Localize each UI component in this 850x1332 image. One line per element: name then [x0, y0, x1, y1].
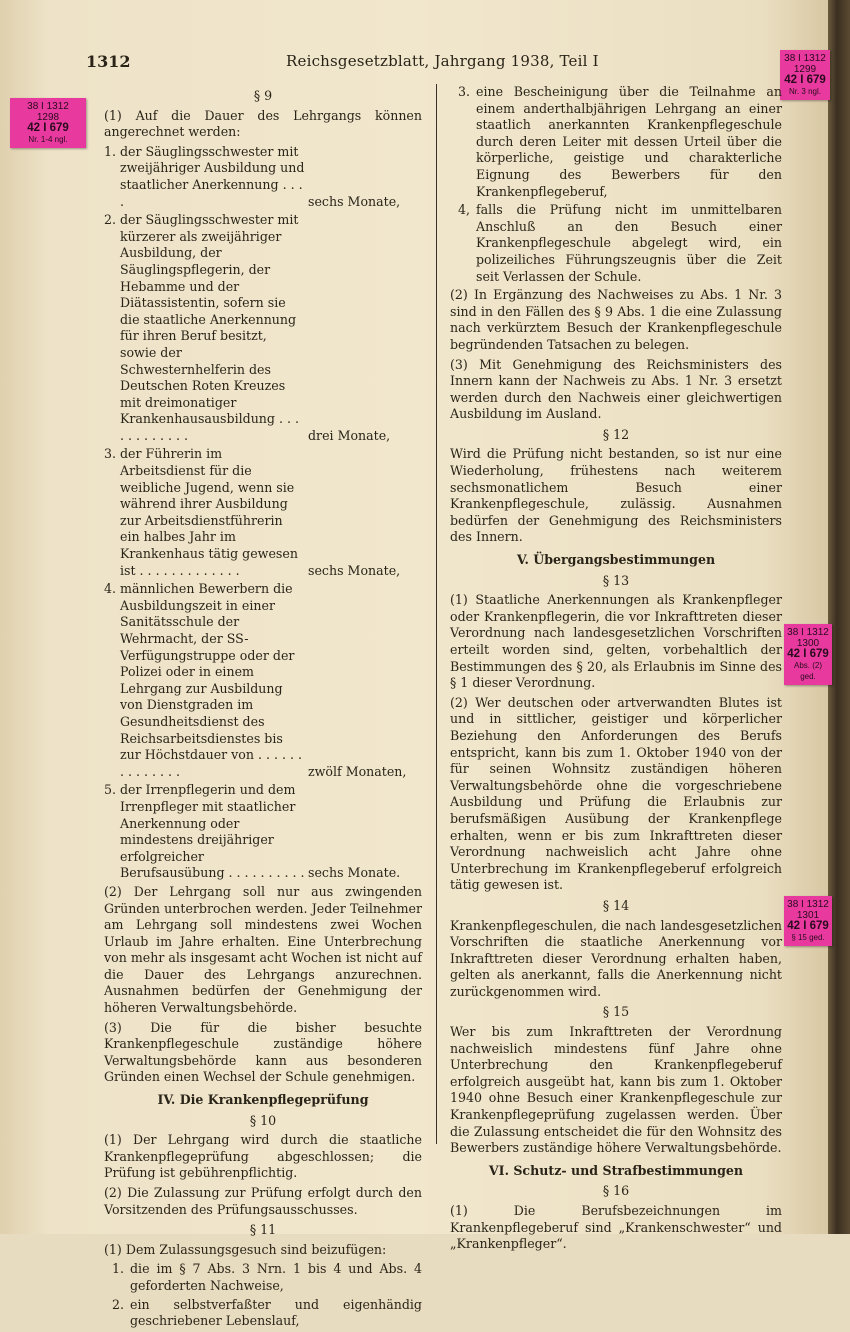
list-item: 2. ein selbstverfaßter und eigenhändig geschriebener Lebenslauf, — [112, 1296, 422, 1329]
section-heading: § 9 — [253, 88, 273, 103]
annotation-sticker: 38 I 1312 1299 42 I 679 Nr. 3 ngl. — [780, 50, 830, 100]
paragraph: Krankenpflegeschulen, die nach landesgesetzlichen Vorschriften die staatliche Anerkennung vor Inkrafttreten dieser Verordnung erhalten haben, gelten als anerkannt, falls die Anerkennung nicht zurückgenommen wird. — [450, 917, 782, 999]
left-column — [104, 84, 422, 1332]
paragraph: (3) Die für die bisher besuchte Krankenpflegeschule zuständige höhere Verwaltungsbehörde kann aus besonderen Gründen einen Wechsel der Schule genehmigen. — [104, 1019, 422, 1085]
column-divider — [436, 84, 437, 1144]
list-item: 1. der Säuglingsschwester mit zweijähriger Ausbildung und staatlicher Anerkennung . . . . sechs Monate, — [104, 143, 401, 209]
paragraph: Wird die Prüfung nicht bestanden, so ist nur eine Wiederholung, frühestens nach weiterem sechsmonatlichem Besuch einer Krankenpflegeschule, zulässig. Ausnahmen bedürfen der Genehmigung des Reichsministers des Innern. — [450, 446, 782, 545]
section-heading: § 15 — [602, 1004, 630, 1020]
part-heading: V. Übergangsbestimmungen — [516, 552, 716, 568]
paragraph: Wer bis zum Inkrafttreten der Verordnung nachweislich mindestens fünf Jahre ohne Unterbrechung den Krankenpflegeberuf erfolgreich ausgeübt hat, kann bis zum 1. Oktober 1940 ohne Besuch einer Krankenpflegeschule zur Krankenpflegeprüfung zugelassen werden. Über die Zulassung entscheidet die für den Wohnsitz des Bewerbers zuständige höhere Verwaltungsbehörde. — [450, 1024, 782, 1156]
section-heading: § 13 — [602, 572, 630, 588]
paragraph: (1) Die Berufsbezeichnungen im Krankenpflegeberuf sind „Krankenschwester“ und „Krankenpfleger“. — [450, 1203, 782, 1252]
paragraph: (2) Die Zulassung zur Prüfung erfolgt durch den Vorsitzenden des Prüfungsausschusses. — [104, 1185, 422, 1217]
page-header — [86, 52, 786, 76]
list-item: 4. männlichen Bewerbern die Ausbildungszeit in einer Sanitätsschule der Wehrmacht, der SS-Verfügungstruppe oder der Polizei oder in einem Lehrgang zur Ausbildung von Dienstgraden im Gesundheitsdienst des Reichsarbeitsdienstes bis zur Höchstdauer von . . . . . . . . . . . . . . zwölf Monaten, — [104, 581, 407, 779]
paragraph: (2) Wer deutschen oder artverwandten Blutes ist und in sittlicher, geistiger und körperlicher Beziehung den Anforderungen des Berufs entspricht, kann bis zum 1. Oktober 1940 von der für seinen Wohnsitz zuständigen höheren Verwaltungsbehörde ohne die vorgeschriebene Ausbildung und Prüfung die Erlaubnis zur berufsmäßigen Ausübung der Krankenpflege erhalten, wenn er bis zum Inkrafttreten dieser Verordnung nachweislich acht Jahre ohne Unterbrechung im Krankenpflegeberuf erfolgreich tätig gewesen ist. — [450, 694, 782, 893]
paragraph: (1) Dem Zulassungsgesuch sind beizufügen: — [104, 1241, 387, 1257]
list-item: 2. der Säuglingsschwester mit kürzerer als zweijähriger Ausbildung, der Säuglingspflegerin, der Hebamme und der Diätassistentin, sofern sie die staatliche Anerkennung für ihren Beruf besitzt, sowie der Schwesternhelferin des Deutschen Roten Kreuzes mit dreimonatiger Krankenhausausbildung . . . . . . . . . . . . drei Monate, — [104, 212, 391, 443]
annotation-sticker: 38 I 1312 1301 42 I 679 § 15 ged. — [784, 896, 832, 946]
list-item: 1. die im § 7 Abs. 3 Nrn. 1 bis 4 und Abs. 4 geforderten Nachweise, — [112, 1261, 422, 1293]
list-item: 5. der Irrenpflegerin und dem Irrenpfleger mit staatlicher Anerkennung oder mindestens dreijähriger erfolgreicher Berufsausübung . . . . . . . . . . sechs Monate. — [104, 782, 401, 881]
paragraph: (1) Auf die Dauer des Lehrgangs können angerechnet werden: — [104, 107, 422, 140]
part-heading: VI. Schutz- und Strafbestimmungen — [488, 1162, 744, 1178]
section-heading: § 14 — [602, 897, 630, 913]
section-heading: § 10 — [249, 1112, 277, 1128]
list-item: 3. der Führerin im Arbeitsdienst für die weibliche Jugend, wenn sie während ihrer Ausbildung zur Arbeitsdienstführerin ein halbes Jahr im Krankenhaus tätig gewesen ist . . . . . . . . . . . . . sechs Monate, — [104, 446, 401, 578]
page-number: 1312 — [86, 52, 131, 71]
section-heading: § 12 — [602, 426, 630, 442]
paragraph: (3) Mit Genehmigung des Reichsministers des Innern kann der Nachweis zu Abs. 1 Nr. 3 ersetzt werden durch den Nachweis einer gleichwertigen Ausbildung im Ausland. — [450, 356, 782, 422]
paragraph: (2) In Ergänzung des Nachweises zu Abs. 1 Nr. 3 sind in den Fällen des § 9 Abs. 1 die eine Zulassung nach verkürztem Besuch der Krankenpflegeschule begründenden Tatsachen zu belegen. — [450, 287, 782, 352]
right-column — [450, 84, 782, 1256]
list-item: 3. eine Bescheinigung über die Teilnahme an einem anderthalbjährigen Lehrgang an einer staatlich anerkannten Krankenpflegeschule durch deren Leiter mit dessen Urteil über die körperliche, geistige und charakterliche Eignung des Bewerbers für den Krankenpflegeberuf, — [458, 84, 782, 199]
book-spine — [828, 0, 850, 1234]
annotation-sticker: 38 I 1312 1298 42 I 679 Nr. 1-4 ngl. — [10, 98, 86, 148]
section-heading: § 11 — [249, 1222, 277, 1238]
journal-title: Reichsgesetzblatt, Jahrgang 1938, Teil I — [286, 52, 599, 70]
paragraph: (1) Staatliche Anerkennungen als Krankenpfleger oder Krankenpflegerin, die vor Inkrafttreten dieser Verordnung nach landesgesetzlichen Vorschriften erteilt worden sind, gelten, vorbehaltlich der Bestimmungen des § 20, als Erlaubnis im Sinne des § 1 dieser Verordnung. — [450, 592, 782, 691]
section-heading: § 16 — [602, 1183, 630, 1199]
paragraph: (1) Der Lehrgang wird durch die staatliche Krankenpflegeprüfung abgeschlossen; die Prüfung ist gebührenpflichtig. — [104, 1132, 422, 1181]
paragraph: (2) Der Lehrgang soll nur aus zwingenden Gründen unterbrochen werden. Jeder Teilnehmer am Lehrgang soll mindestens zwei Wochen Urlaub im Jahre erhalten. Eine Unterbrechung von mehr als insgesamt acht Wochen ist nicht auf die Dauer des Lehrgangs anzurechnen. Ausnahmen bedürfen der Genehmigung der höheren Verwaltungsbehörde. — [104, 883, 422, 1016]
list-item: 4, falls die Prüfung nicht im unmittelbaren Anschluß an den Besuch einer Krankenpflegeschule abgelegt wird, ein polizeiliches Führungszeugnis über die Zeit seit Verlassen der Schule. — [458, 202, 782, 284]
part-heading: IV. Die Krankenpflegeprüfung — [157, 1092, 369, 1108]
annotation-sticker: 38 I 1312 1300 42 I 679 Abs. (2) ged. — [784, 624, 832, 685]
